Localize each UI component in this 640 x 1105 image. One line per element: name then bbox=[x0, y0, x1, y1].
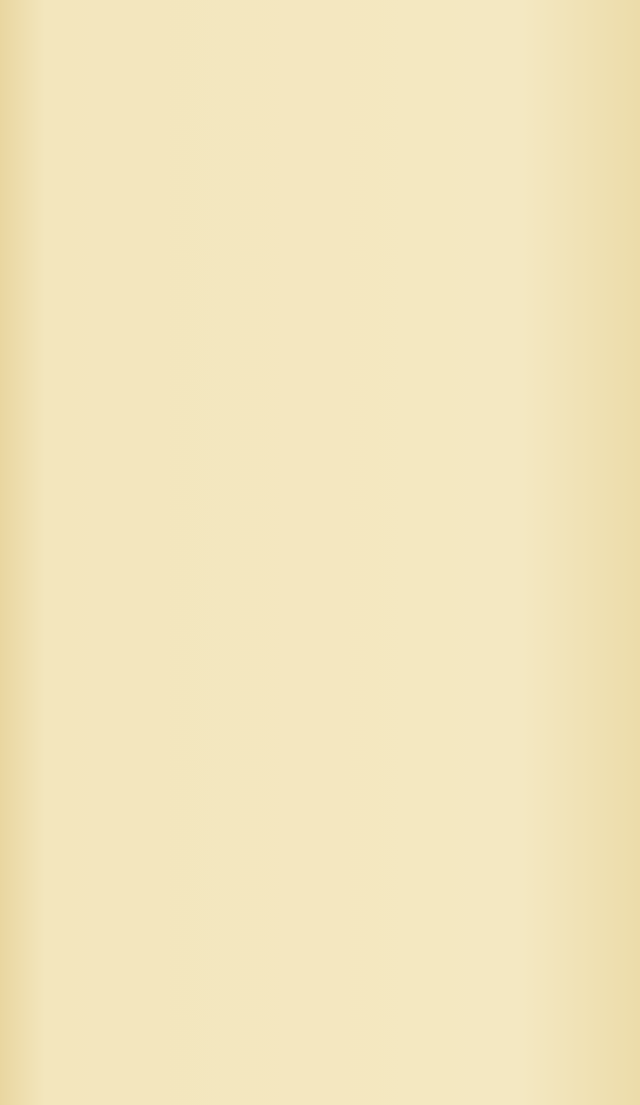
running-head bbox=[54, 20, 610, 64]
